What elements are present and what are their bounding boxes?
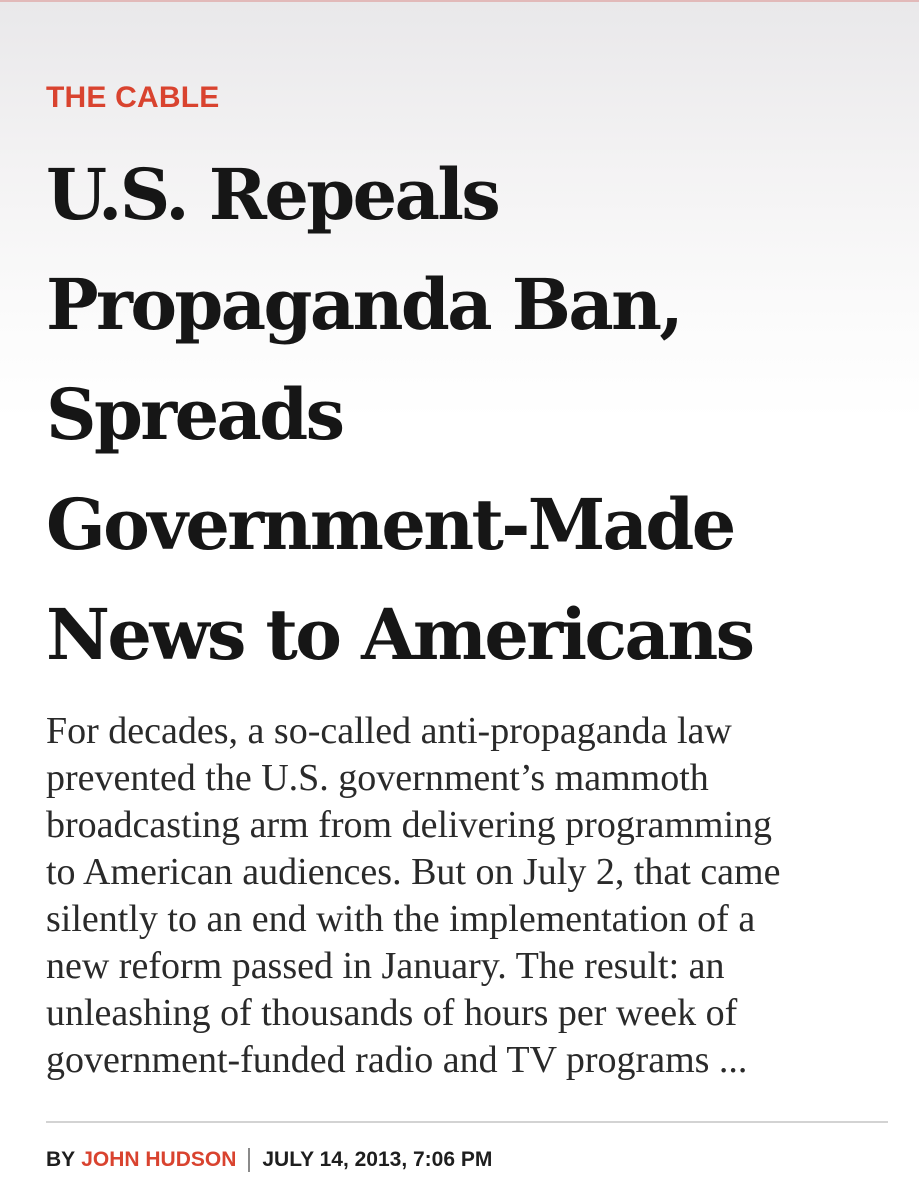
headline-line: Government-Made — [46, 483, 734, 566]
top-rule — [0, 0, 919, 2]
dek-line: to American audiences. But on July 2, that came — [46, 851, 781, 893]
section-label[interactable]: THE CABLE — [46, 81, 220, 114]
article-dek — [46, 708, 896, 1084]
dek-line: For decades, a so-called anti-propaganda law — [46, 710, 732, 752]
headline-line: News to Americans — [46, 593, 753, 676]
headline-line: Spreads — [46, 373, 343, 456]
dek-line: government-funded radio and TV programs ... — [46, 1039, 748, 1081]
byline-prefix: BY — [46, 1148, 76, 1171]
dek-line: silently to an end with the implementation of a — [46, 898, 756, 940]
publish-date: JULY 14, 2013, 7:06 PM — [262, 1148, 493, 1171]
byline-divider — [46, 1121, 888, 1123]
dek-line: new reform passed in January. The result: an — [46, 945, 725, 987]
headline-line: U.S. Repeals — [46, 153, 499, 236]
headline-line: Propaganda Ban, — [46, 263, 682, 346]
byline-separator — [248, 1148, 250, 1172]
author-link[interactable]: JOHN HUDSON — [81, 1148, 237, 1171]
byline — [46, 1145, 492, 1175]
dek-line: prevented the U.S. government’s mammoth — [46, 757, 709, 799]
headline — [46, 140, 906, 690]
dek-line: unleashing of thousands of hours per week of — [46, 992, 738, 1034]
dek-line: broadcasting arm from delivering programming — [46, 804, 773, 846]
